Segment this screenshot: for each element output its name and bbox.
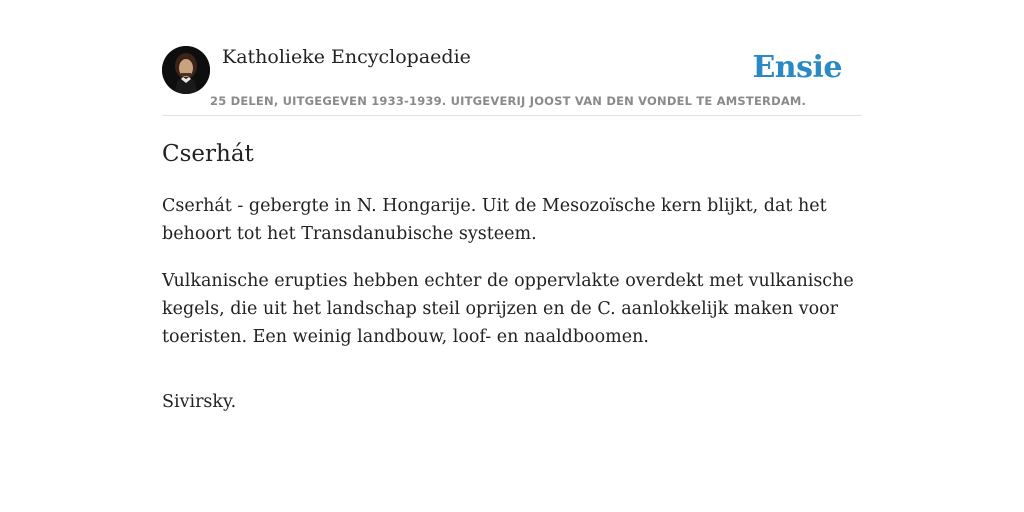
site-header — [162, 46, 862, 116]
site-title[interactable]: Katholieke Encyclopaedie — [222, 46, 471, 68]
portrait-icon — [162, 46, 210, 94]
article-paragraph: Vulkanische erupties hebben echter de oppervlakte overdekt met vulkanische kegels, die uit het landschap steil oprijzen en de C. aanlokkelijk maken voor toeristen. Een weinig landbouw, loof- en naaldboomen. — [162, 271, 854, 347]
article-signature: Sivirsky. — [162, 392, 237, 412]
article-title: Cserhát — [162, 141, 254, 167]
article-paragraph: Cserhát - gebergte in N. Hongarije. Uit de Mesozoïsche kern blijkt, dat het behoort tot het Transdanubische systeem. — [162, 196, 827, 244]
site-subtitle: 25 DELEN, UITGEGEVEN 1933-1939. UITGEVERIJ JOOST VAN DEN VONDEL TE AMSTERDAM. — [210, 94, 807, 108]
brand-logo[interactable]: Ensie — [752, 50, 842, 85]
avatar[interactable] — [162, 46, 210, 94]
article — [162, 138, 862, 416]
